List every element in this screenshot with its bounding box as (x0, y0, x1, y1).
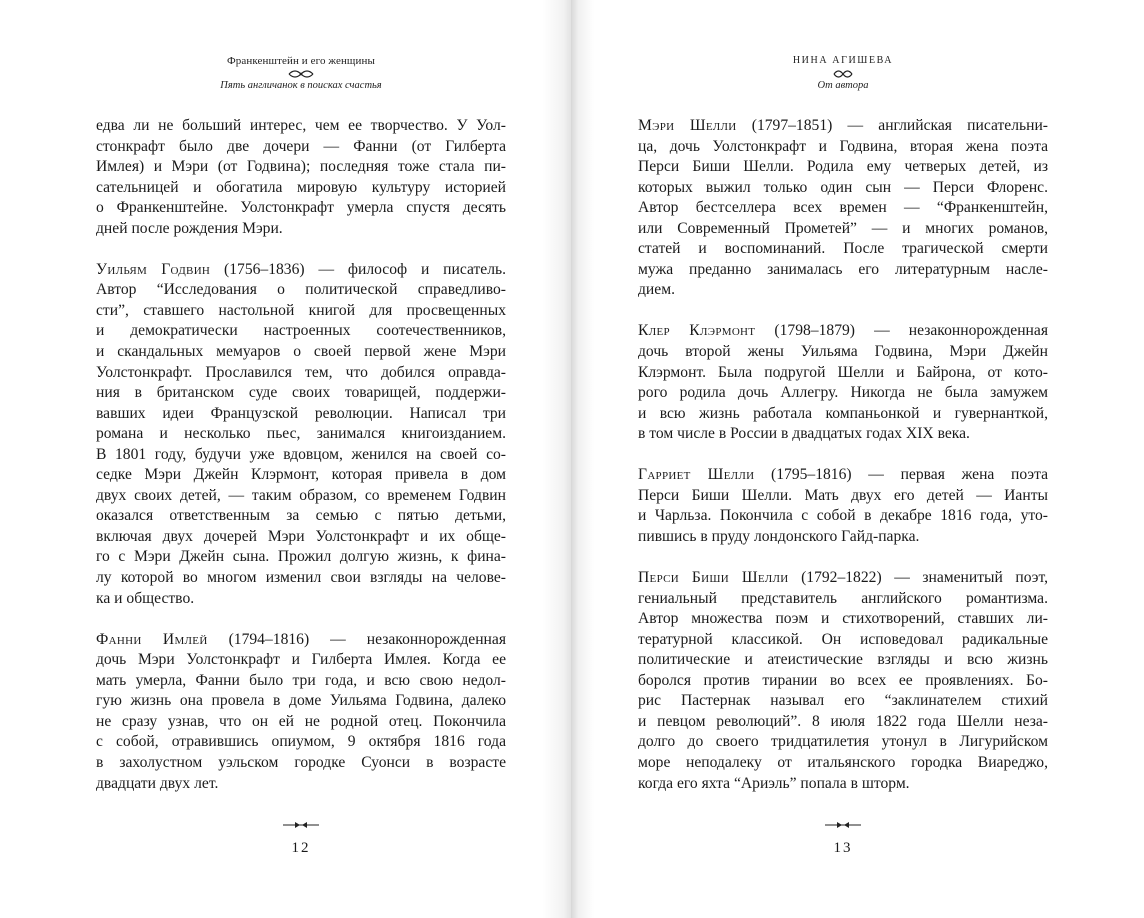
header-ornament-icon (832, 70, 854, 78)
text-line: Перси Биши Шелли (1792–1822) — знаменитый поэт, (638, 569, 1048, 587)
paragraph-gap (638, 301, 1048, 322)
text-line: и всю жизнь работала компаньонкой и гувернанткой, (638, 404, 1048, 422)
text-line: о Франкенштейне. Уолстонкрафт умерла спустя десять (96, 199, 506, 217)
text-line: Клэрмонт. Была подругой Шелли и Байрона, от кото- (638, 363, 1048, 381)
text-line: Мэри Шелли (1797–1851) — английская писательни- (638, 117, 1048, 134)
left-body-text (96, 116, 506, 794)
text-line: седке Мэри Джейн Клэрмонт, которая привела в дом (96, 466, 506, 484)
text-line: политические и атеистические взгляды и всю жизнь (638, 651, 1048, 669)
text-line: В 1801 году, будучи уже вдовцом, женился на своей со- (96, 445, 506, 463)
text-line: гую жизнь она провела в доме Уильяма Годвина, далеко (96, 692, 506, 710)
text-line: Автор “Исследования о политической справедливо- (96, 281, 506, 299)
text-line: море неподалеку от итальянского городка Виареджо, (638, 753, 1048, 771)
text-line: которых выжил только один сын — Перси Флоренс. (638, 178, 1048, 196)
text-line: пившись в пруду лондонского Гайд-парка. (638, 527, 920, 545)
text-line: включая двух дочерей Мэри Уолстонкрафт и их обще- (96, 527, 506, 545)
header-book-title: Франкенштейн и его женщины (227, 55, 375, 67)
text-line: сательницей и обогатила мировую культуру историей (96, 178, 506, 196)
text-line: Имлея) и Мэри (от Годвина); последняя тоже стала пи- (96, 158, 506, 176)
text-line: ния в британском суде своих товарищей, поддержи- (96, 384, 506, 402)
paragraph-gap (638, 547, 1048, 568)
folio-ornament-icon (823, 821, 863, 829)
text-line: с собой, отравившись опиумом, 9 октября 1816 года (96, 733, 506, 751)
text-line: мужа преданно занималась его литературным насле- (638, 260, 1048, 278)
text-line: не сразу узнав, что он ей не родной отец. Покончила (96, 712, 506, 730)
text-line: ка и общество. (96, 589, 195, 607)
text-line: дием. (638, 281, 675, 299)
paragraph-gap (638, 445, 1048, 466)
gutter-shadow (572, 0, 594, 918)
paragraph-gap (96, 609, 506, 630)
text-line: Автор бестселлера всех времен — “Франкенштейн, (638, 199, 1048, 217)
text-line: мать умерла, Фанни было три года, и всю свою недол- (96, 671, 506, 689)
page-number: 13 (833, 840, 853, 856)
header-ornament-icon (287, 70, 315, 78)
text-line: романа и несколько пьес, занимался книгоизданием. (96, 425, 506, 443)
header-section-title: От автора (817, 80, 869, 91)
text-line: стонкрафт было две дочери — Фанни (от Гилберта (96, 137, 506, 155)
text-line: Уильям Годвин (1756–1836) — философ и писатель. (96, 260, 507, 278)
folio-ornament-icon (281, 821, 321, 829)
text-line: тературной классикой. Он исповедовал радикальные (638, 630, 1048, 648)
right-folio (638, 816, 1048, 857)
right-running-header (638, 54, 1048, 93)
text-line: Гарриет Шелли (1795–1816) — первая жена поэта (638, 466, 1048, 484)
header-author: НИНА АГИШЕВА (792, 55, 894, 66)
header-book-subtitle: Пять англичанок в поисках счастья (220, 80, 382, 91)
text-line: дней после рождения Мэри. (96, 219, 283, 237)
text-line: гениальный представитель английского романтизма. (638, 589, 1048, 607)
text-line: Фанни Имлей (1794–1816) — незаконнорожденная (96, 630, 506, 648)
text-line: Перси Биши Шелли. Родила ему четверых детей, из (638, 158, 1048, 176)
right-body-text (638, 116, 1048, 794)
text-line: и скандальных мемуаров о своей первой жене Мэри (96, 343, 506, 361)
text-line: Уолстонкрафт. Прославился тем, что добился оправда- (96, 363, 506, 381)
text-line: дочь второй жены Уильяма Годвина, Мэри Джейн (638, 343, 1048, 361)
text-line: едва ли не больший интерес, чем ее творчество. У Уол- (96, 117, 506, 134)
text-line: и демократически настроенных соотечественников, (96, 322, 506, 340)
text-line: когда его яхта “Ариэль” попала в шторм. (638, 774, 910, 792)
text-line: рис Пастернак называл его “заклинателем стихий (638, 692, 1048, 710)
text-line: в захолустном уэльском городке Суонси в возрасте (96, 753, 506, 771)
text-line: Клер Клэрмонт (1798–1879) — незаконнорожденная (638, 322, 1048, 340)
text-line: лу которой во многом изменил свои взгляды на челове- (96, 569, 506, 587)
left-folio (96, 816, 506, 857)
text-line: Автор множества поэм и стихотворений, ставших ли- (638, 610, 1048, 628)
right-page (572, 0, 1144, 918)
text-line: го с Мэри Джейн сына. Прожил долгую жизнь, к фина- (96, 548, 506, 566)
text-line: двадцати двух лет. (96, 774, 219, 792)
text-line: Перси Биши Шелли. Мать двух его детей — Ианты (638, 486, 1048, 504)
text-line: вавших идеи Французской революции. Написал три (96, 404, 506, 422)
text-line: сти”, ставшего настольной книгой для просвещенных (96, 301, 506, 319)
text-line: и певцом революций”. 8 июля 1822 года Шелли неза- (638, 712, 1048, 730)
text-line: двух своих детей, — таким образом, со временем Годвин (96, 486, 506, 504)
text-line: и Чарльза. Покончила с собой в декабре 1816 года, уто- (638, 507, 1048, 525)
text-line: ца, дочь Уолстонкрафт и Годвина, вторая жена поэта (638, 137, 1048, 155)
text-line: дочь Мэри Уолстонкрафт и Гилберта Имлея. Когда ее (96, 651, 506, 669)
text-line: оказался ответственным за семью с пятью детьми, (96, 507, 506, 525)
page-number: 12 (291, 840, 311, 856)
text-line: в том числе в России в двадцатых годах XIX века. (638, 425, 970, 443)
gutter-shadow (542, 0, 572, 918)
text-line: статей и воспоминаний. После трагической смерти (638, 240, 1048, 258)
text-line: или Современный Прометей” — и многих романов, (638, 219, 1048, 237)
text-line: рого родила дочь Аллегру. Никогда не была замужем (638, 384, 1048, 402)
text-line: долго до своего тридцатилетия утонул в Лигурийском (638, 733, 1048, 751)
text-line: боролся против тирании во всех ее проявлениях. Бо- (638, 671, 1048, 689)
paragraph-gap (96, 239, 506, 260)
left-running-header (96, 54, 506, 93)
